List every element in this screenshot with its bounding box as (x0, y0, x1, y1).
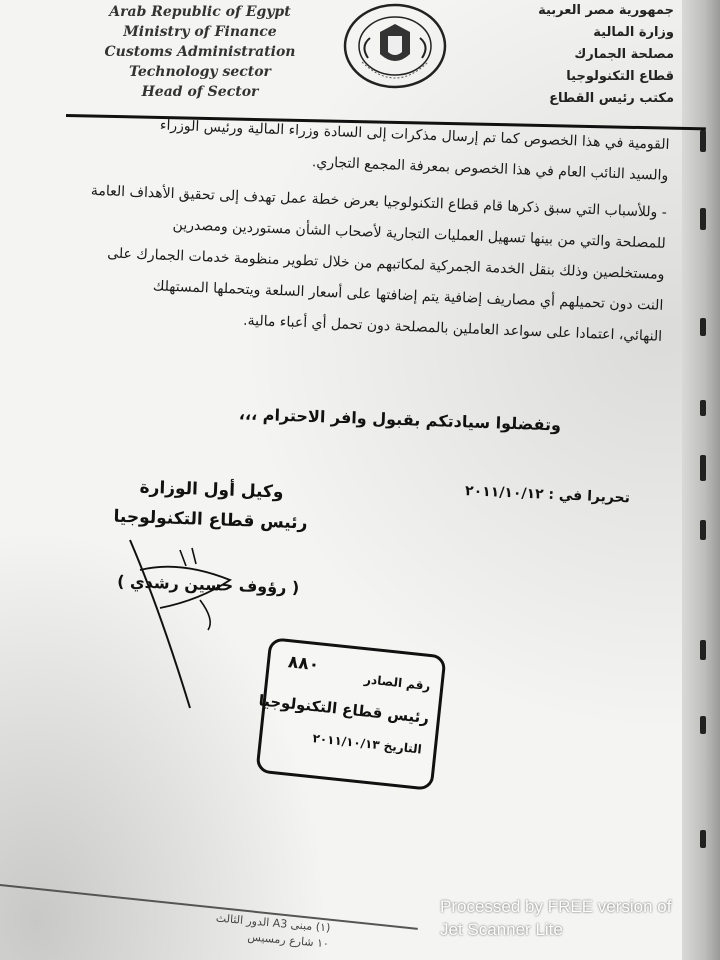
body-line: ومستخلصين وذلك بنقل الخدمة الجمركية لمكاتبهم من خلال تطوير منظومة خدمات الجمارك على (106, 245, 665, 283)
issue-date: تحريرا في : ٢٠١١/١٠/١٢ (464, 483, 631, 507)
binder-hole (700, 455, 706, 481)
body-line: والسيد النائب العام في هذا الخصوص بمعرفة المجمع التجاري. (311, 154, 669, 184)
scanner-watermark (440, 895, 671, 941)
letterhead-line: Arab Republic of Egypt (109, 4, 291, 20)
body-line: النت دون تحميلهم أي مصاريف إضافية يتم إضافتها على أسعار السلعة ويتحملها المستهلك (152, 278, 664, 314)
letterhead-line: وزارة المالية (593, 25, 674, 40)
handwritten-signature (120, 530, 270, 710)
binder-hole (700, 830, 706, 848)
letterhead-line: مصلحة الجمارك (574, 47, 674, 62)
watermark-line: Jet Scanner Lite (440, 920, 563, 939)
binder-hole (700, 640, 706, 660)
footer-line: (١) مبنى A3 الدور الثالث (215, 911, 331, 935)
customs-seal-logo (340, 2, 450, 90)
binder-hole (700, 318, 706, 336)
binder-hole (700, 208, 706, 230)
body-line: القومية في هذا الخصوص كما تم إرسال مذكرات إلى السادة وزراء المالية ورئيس الوزراء (159, 117, 670, 153)
letter-body (62, 107, 670, 353)
body-line: - وللأسباب التي سبق ذكرها قام قطاع التكنولوجيا بعرض خطة عمل تهدف إلى تحقيق الأهداف العامة (90, 182, 668, 221)
binder-hole (700, 716, 706, 734)
footer-line: ١٠ شارع رمسيس (246, 930, 330, 951)
letterhead-line: Customs Administration (104, 44, 296, 60)
signatory-title: رئيس قطاع التكنولوجيا (113, 506, 308, 534)
letterhead-line: Technology sector (129, 64, 271, 80)
signatory-name: ( رؤوف حسين رشدي ) (116, 571, 300, 598)
binder-hole (700, 520, 706, 540)
stamp-heading: رئيس قطاع التكنولوجيا (257, 691, 430, 728)
letterhead-line: مكتب رئيس القطاع (549, 91, 674, 106)
english-letterhead (100, 2, 300, 102)
body-line: للمصلحة والتي من بينها تسهيل العمليات التجارية لأصحاب الشأن مستوردين ومصدرين (172, 216, 666, 252)
outgoing-number-stamp (255, 637, 446, 791)
signatory-title: وكيل أول الوزارة (139, 477, 284, 503)
body-line: النهائي، اعتمادا على سواعد العاملين بالمصلحة دون تحمل أي أعباء مالية. (242, 312, 663, 345)
letterhead-line: جمهورية مصر العربية (538, 3, 674, 18)
binder-hole (700, 130, 706, 152)
stamp-date: التاريخ ٢٠١١/١٠/١٣ (311, 731, 423, 757)
stamp-number-label: رقم الصادر (363, 672, 432, 694)
closing-salutation: وتفضلوا سيادتكم بقبول وافر الاحترام ،،، (238, 404, 562, 435)
letterhead-line: Ministry of Finance (123, 24, 277, 40)
letterhead-line: Head of Sector (141, 84, 259, 100)
stamp-number: ٨٨٠ (287, 652, 321, 676)
arabic-letterhead (524, 0, 674, 110)
letterhead-line: قطاع التكنولوجيا (566, 69, 674, 84)
binder-hole (700, 400, 706, 416)
watermark-line: Processed by FREE version of (440, 897, 672, 916)
